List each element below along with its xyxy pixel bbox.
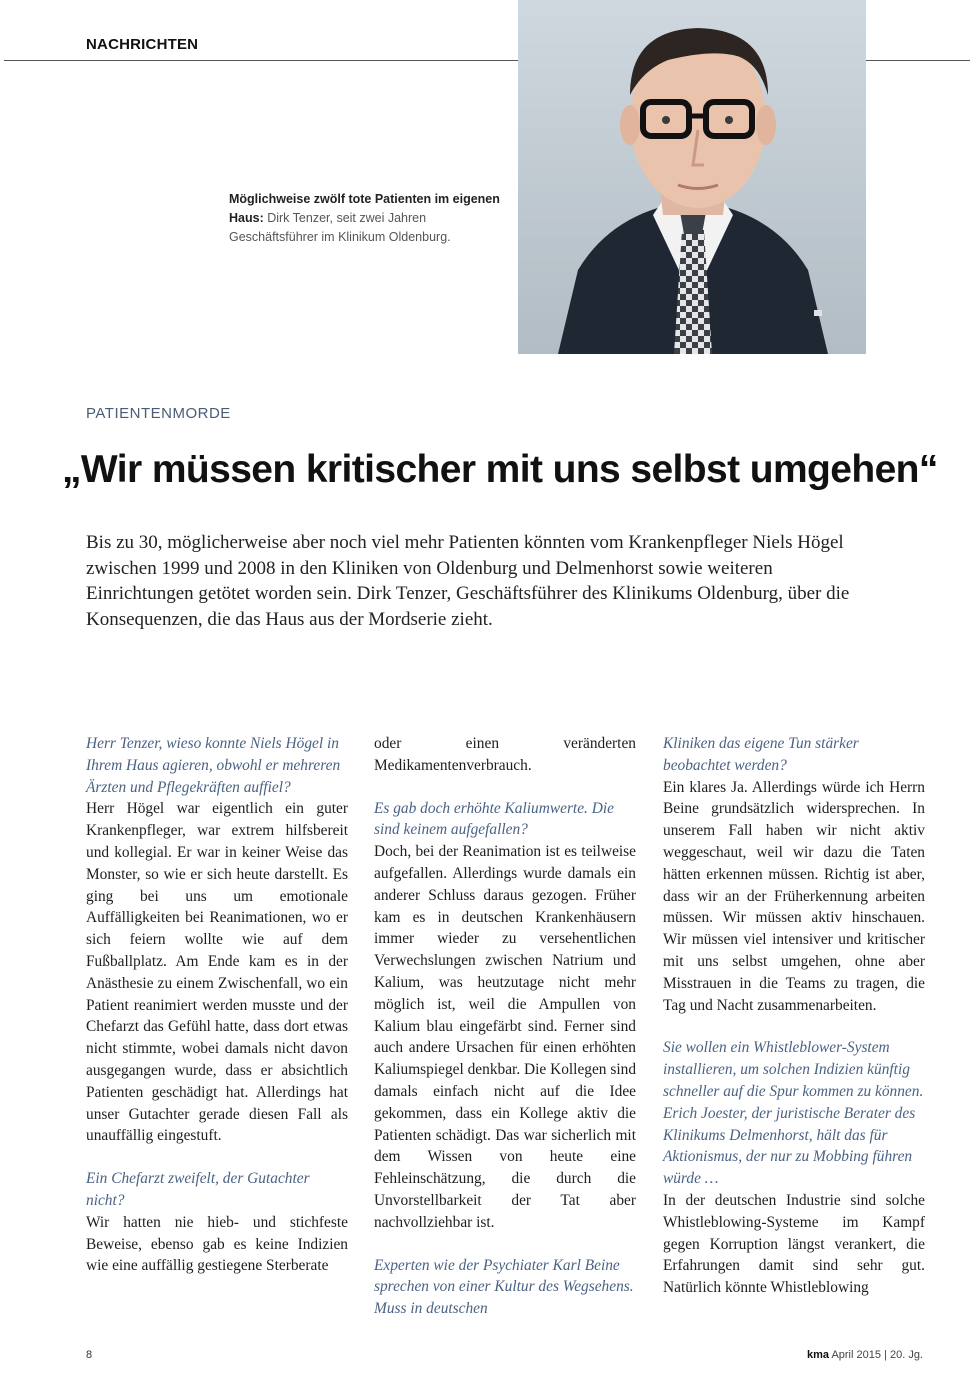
interview-answer: Doch, bei der Reanimation ist es teilweise aufgefallen. Allerdings wurde damals ein anderer Schluss daraus gezogen. Früher kam es in deutschen Krankenhäusern immer wieder zu versehentlichen Verwechslungen zwischen Natrium und Kalium, was heutzutage nicht mehr möglich ist, weil die Ampullen von Kalium blau eingefärbt sind. Ferner sind auch andere Ursachen für einen erhöhten Kaliumspiegel denkbar. Die Kollegen sind damals einfach nicht auf die Idee gekommen, dass ein Kollege aktiv die Patienten schädigt. Das war sicherlich mit dem Wissen von heute eine Fehleinschätzung, die durch die Unvorstellbarkeit der Tat aber nachvollziehbar ist. <box>374 843 637 1231</box>
portrait-photo <box>518 0 866 354</box>
interview-question: Experten wie der Psychiater Karl Beine sprechen von einer Kultur des Wegsehens. Muss in deutschen <box>374 1256 634 1318</box>
interview-question: Ein Chefarzt zweifelt, der Gutachter nicht? <box>86 1170 310 1209</box>
photo-caption <box>229 190 509 247</box>
footer-issue <box>807 1349 923 1361</box>
text-column-1 <box>86 733 348 1277</box>
interview-answer: Herr Högel war eigentlich ein guter Krankenpfleger, war extrem hilfsbereit und kollegial. Er war in keiner Weise das Monster, so wie er sich heute darstellt. Es ging bei uns um emotionale Auffälligkeiten bei Reanimationen, wo er sich feiern wollte wie auf dem Fußballplatz. Am Ende kam es in der Anästhesie zu einem Zwischenfall, wo ein Patient reanimiert werden musste und der Chefarzt das Gefühl hatte, dass dort etwas nicht stimmte, wobei damals nicht davon ausgegangen wurde, dass er absichtlich Patienten geschädigt hat. Allerdings hat unser Gutachter gerade diesen Fall als unauffällig eingestuft. <box>86 800 348 1145</box>
interview-answer: oder einen veränderten Medikamentenverbrauch. <box>374 735 636 774</box>
interview-answer: In der deutschen Industrie sind solche Whistleblowing-Systeme im Kampf gegen Korruption längst verankert, die Erfahrungen damit sind sehr gut. Natürlich könnte Whistleblowing <box>663 1191 925 1297</box>
caption-lead: Möglichweise zwölf tote Patienten im eigenen Haus: <box>229 192 500 225</box>
article-headline: „Wir müssen kritischer mit uns selbst umgehen“ <box>62 448 938 491</box>
article-kicker: PATIENTENMORDE <box>86 405 231 422</box>
page-number: 8 <box>86 1349 93 1361</box>
article-intro: Bis zu 30, möglicherweise aber noch viel mehr Patienten könnten vom Krankenpfleger Niels Högel zwischen 1999 und 2008 in den Kliniken von Oldenburg und Delmenhorst sowie weiteren Einrichtungen getötet worden sein. Dirk Tenzer, Geschäftsführer des Klinikums Oldenburg, über die Konsequenzen, die das Haus aus der Mordserie zieht. <box>86 532 850 630</box>
interview-question: Sie wollen ein Whistleblower-System installieren, um solchen Indizien künftig schneller auf die Spur kommen zu können. Erich Joester, der juristische Berater des Klinikums Delmenhorst, hält das für Aktionismus, der nur zu Mobbing führen würde … <box>663 1039 924 1188</box>
issue-date: April 2015 <box>831 1349 881 1361</box>
interview-answer: Wir hatten nie hieb- und stichfeste Beweise, ebenso gab es keine Indizien wie eine auffällig gestiegene Sterberate <box>86 1213 348 1275</box>
footer-separator: | <box>884 1349 887 1361</box>
text-column-2 <box>374 733 636 1320</box>
portrait-icon <box>518 0 866 354</box>
magazine-brand: kma <box>806 1349 829 1361</box>
caption-text: Dirk Tenzer, seit zwei Jahren Geschäftsführer im Klinikum Oldenburg. <box>229 211 451 244</box>
interview-question: Es gab doch erhöhte Kaliumwerte. Die sind keinem aufgefallen? <box>374 799 614 839</box>
text-column-3 <box>663 733 925 1299</box>
interview-question: Kliniken das eigene Tun stärker beobachtet werden? <box>663 735 859 774</box>
section-label: NACHRICHTEN <box>86 36 199 53</box>
interview-question: Herr Tenzer, wieso konnte Niels Högel in Ihrem Haus agieren, obwohl er mehreren Ärzten und Pflegekräften auffiel? <box>86 735 341 796</box>
volume: 20. Jg. <box>889 1349 923 1361</box>
interview-answer: Ein klares Ja. Allerdings würde ich Herrn Beine grundsätzlich widersprechen. In unserem Fall haben wir nicht aktiv weggeschaut, weil wir dazu die Taten hätten erkennen müssen. Richtig ist aber, dass wir an der Früherkennung arbeiten müssen. Wir müssen aktiv hinschauen. Wir müssen viel intensiver und kritischer mit uns selbst umgehen, ohne aber Misstrauen in die Teams zu tragen, die Tag und Nacht zusammenarbeiten. <box>663 778 925 1014</box>
